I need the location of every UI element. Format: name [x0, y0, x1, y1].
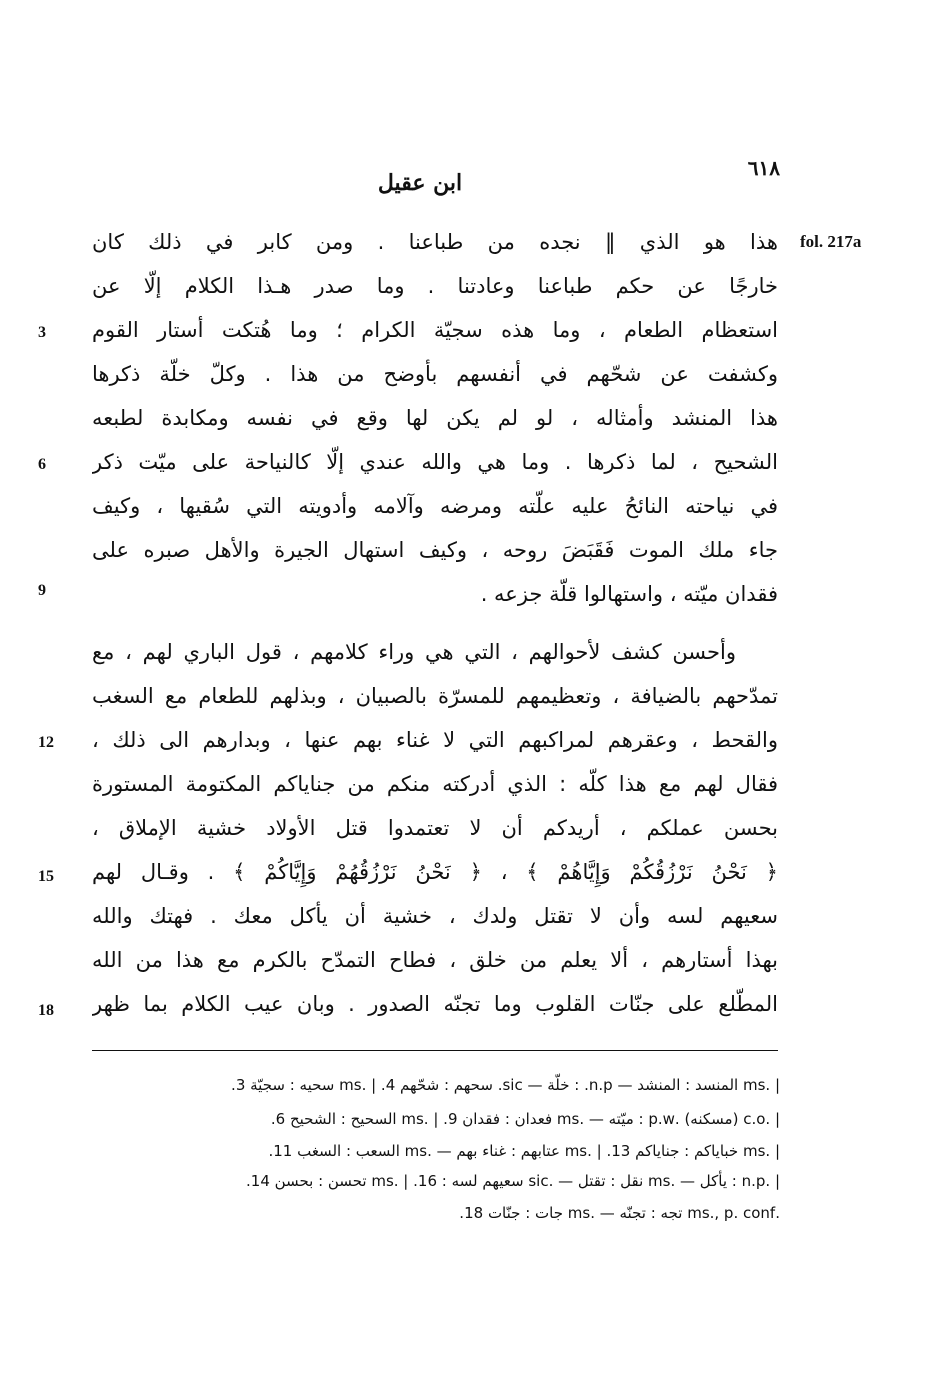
line-number: 15 [38, 868, 54, 885]
line-number: 12 [38, 734, 54, 751]
footnote-line-5: .ms., p. conf تجه : تجنّه — .ms جات : جنّات 18. [459, 1204, 780, 1222]
line-number: 18 [38, 1002, 54, 1019]
text-line-7: في نياحته النائحُ عليه علّته ومرضه وآلامه وأدويته التي سُقيها ، وكيف [92, 494, 778, 518]
text-line-14: بحسن عملكم ، أريدكم أن لا تعتمدوا قتل الأولاد خشية الإملاق ، [92, 816, 778, 840]
running-head: ابن عقيل [377, 170, 463, 196]
line-number: 3 [38, 324, 46, 341]
footnote-line-1: | .ms المنسد : المنشد — n.p. : خلّة — sic. سحهم : شحّهم 4. | .ms سحيه : سجيّة 3. [231, 1076, 780, 1094]
folio-marker: fol. 217a [800, 232, 862, 251]
footnote-line-2: | .c.o (مسكنه) .p.w : ميّته — .ms فعدان : فقدان 9. | .ms السحيح : الشحيح 6. [270, 1110, 780, 1128]
footnote-line-3: | .ms خبایاکم : جناياكم 13. | .ms عتابهم : غناء بهم — .ms السعب : السغب 11. [268, 1142, 780, 1160]
text-line-11: تمدّحهم بالضيافة ، وتعظيمهم للمسرّة بالصبيان ، وبذلهم للطعام مع السغب [92, 684, 778, 708]
line-number: 6 [38, 456, 46, 473]
text-line-16: سعيهم لسه وأن لا تقتل ولدك ، خشية أن يأكل معك . فهتك والله [92, 904, 778, 928]
text-line-12: والقحط ، وعقرهم لمراكبهم التي لا غناء بهم عنها ، وبدارهم الى ذلك ، [92, 728, 778, 752]
line-number: 9 [38, 582, 46, 599]
text-line-6: الشحيح ، لما ذكرها . وما هي والله عندي إلّا كالنياحة على ميّت ذكر [92, 450, 778, 474]
text-line-4: وكشفت عن شحّهم في أنفسهم بأوضح من هذا . وكلّ خلّة ذكرها [92, 362, 778, 386]
text-line-1: هذا هو الذي ‖ نجده من طباعنا . ومن كابر في ذلك كان [92, 230, 778, 254]
footnote-line-4: | .n.p : يأكل — .ms نقل : تقتل — .sic سعيهم لسه : 16. | .ms تحسن : بحسن 14. [246, 1172, 780, 1190]
footnote-separator [92, 1050, 778, 1051]
text-line-8: جاء ملك الموت فَقَبَضَ روحه ، وكيف استهال الجيرة والأهل صبره على [92, 538, 778, 562]
text-line-17: بهذا أستارهم ، ألا يعلم من خلق ، فطاح التمدّح بالكرم مع هذا من الله [92, 948, 778, 972]
text-line-2: خارجًا عن حكم طباعنا وعادتنا . وما صدر هـذا الكلام إلّا عن [92, 274, 778, 298]
text-line-15: ﴿ نَحْنُ نَرْزُقُكُمْ وَإِيَّاهُمْ ﴾ ، ﴿ نَحْنُ نَرْزُقُهُمْ وَإِيَّاكُمْ ﴾ . وقـال لهم [92, 860, 778, 884]
text-line-9: فقدان ميّته ، واستهالوا قلّة جزعه . [480, 582, 778, 606]
text-line-3: استعظام الطعام ، وما هذه سجيّة الكرام ؛ وما هُتكت أستار القوم [92, 318, 778, 342]
text-line-13: فقال لهم مع هذا كلّه : الذي أدركته منكم من جناياكم المكتومة المستورة [92, 772, 778, 796]
text-line-18: المطّلع على جنّات القلوب وما تجنّه الصدور . وبان عيب الكلام بما ظهر [92, 992, 778, 1016]
text-line-10: وأحسن كشف لأحوالهم ، التي هي وراء كلامهم ، قول الباري لهم ، مع [92, 640, 736, 664]
page-number: ٦١٨ [747, 156, 780, 180]
text-line-5: هذا المنشد وأمثاله ، لو لم يكن لها وقع في نفسه ومكابدة لطبعه [92, 406, 778, 430]
